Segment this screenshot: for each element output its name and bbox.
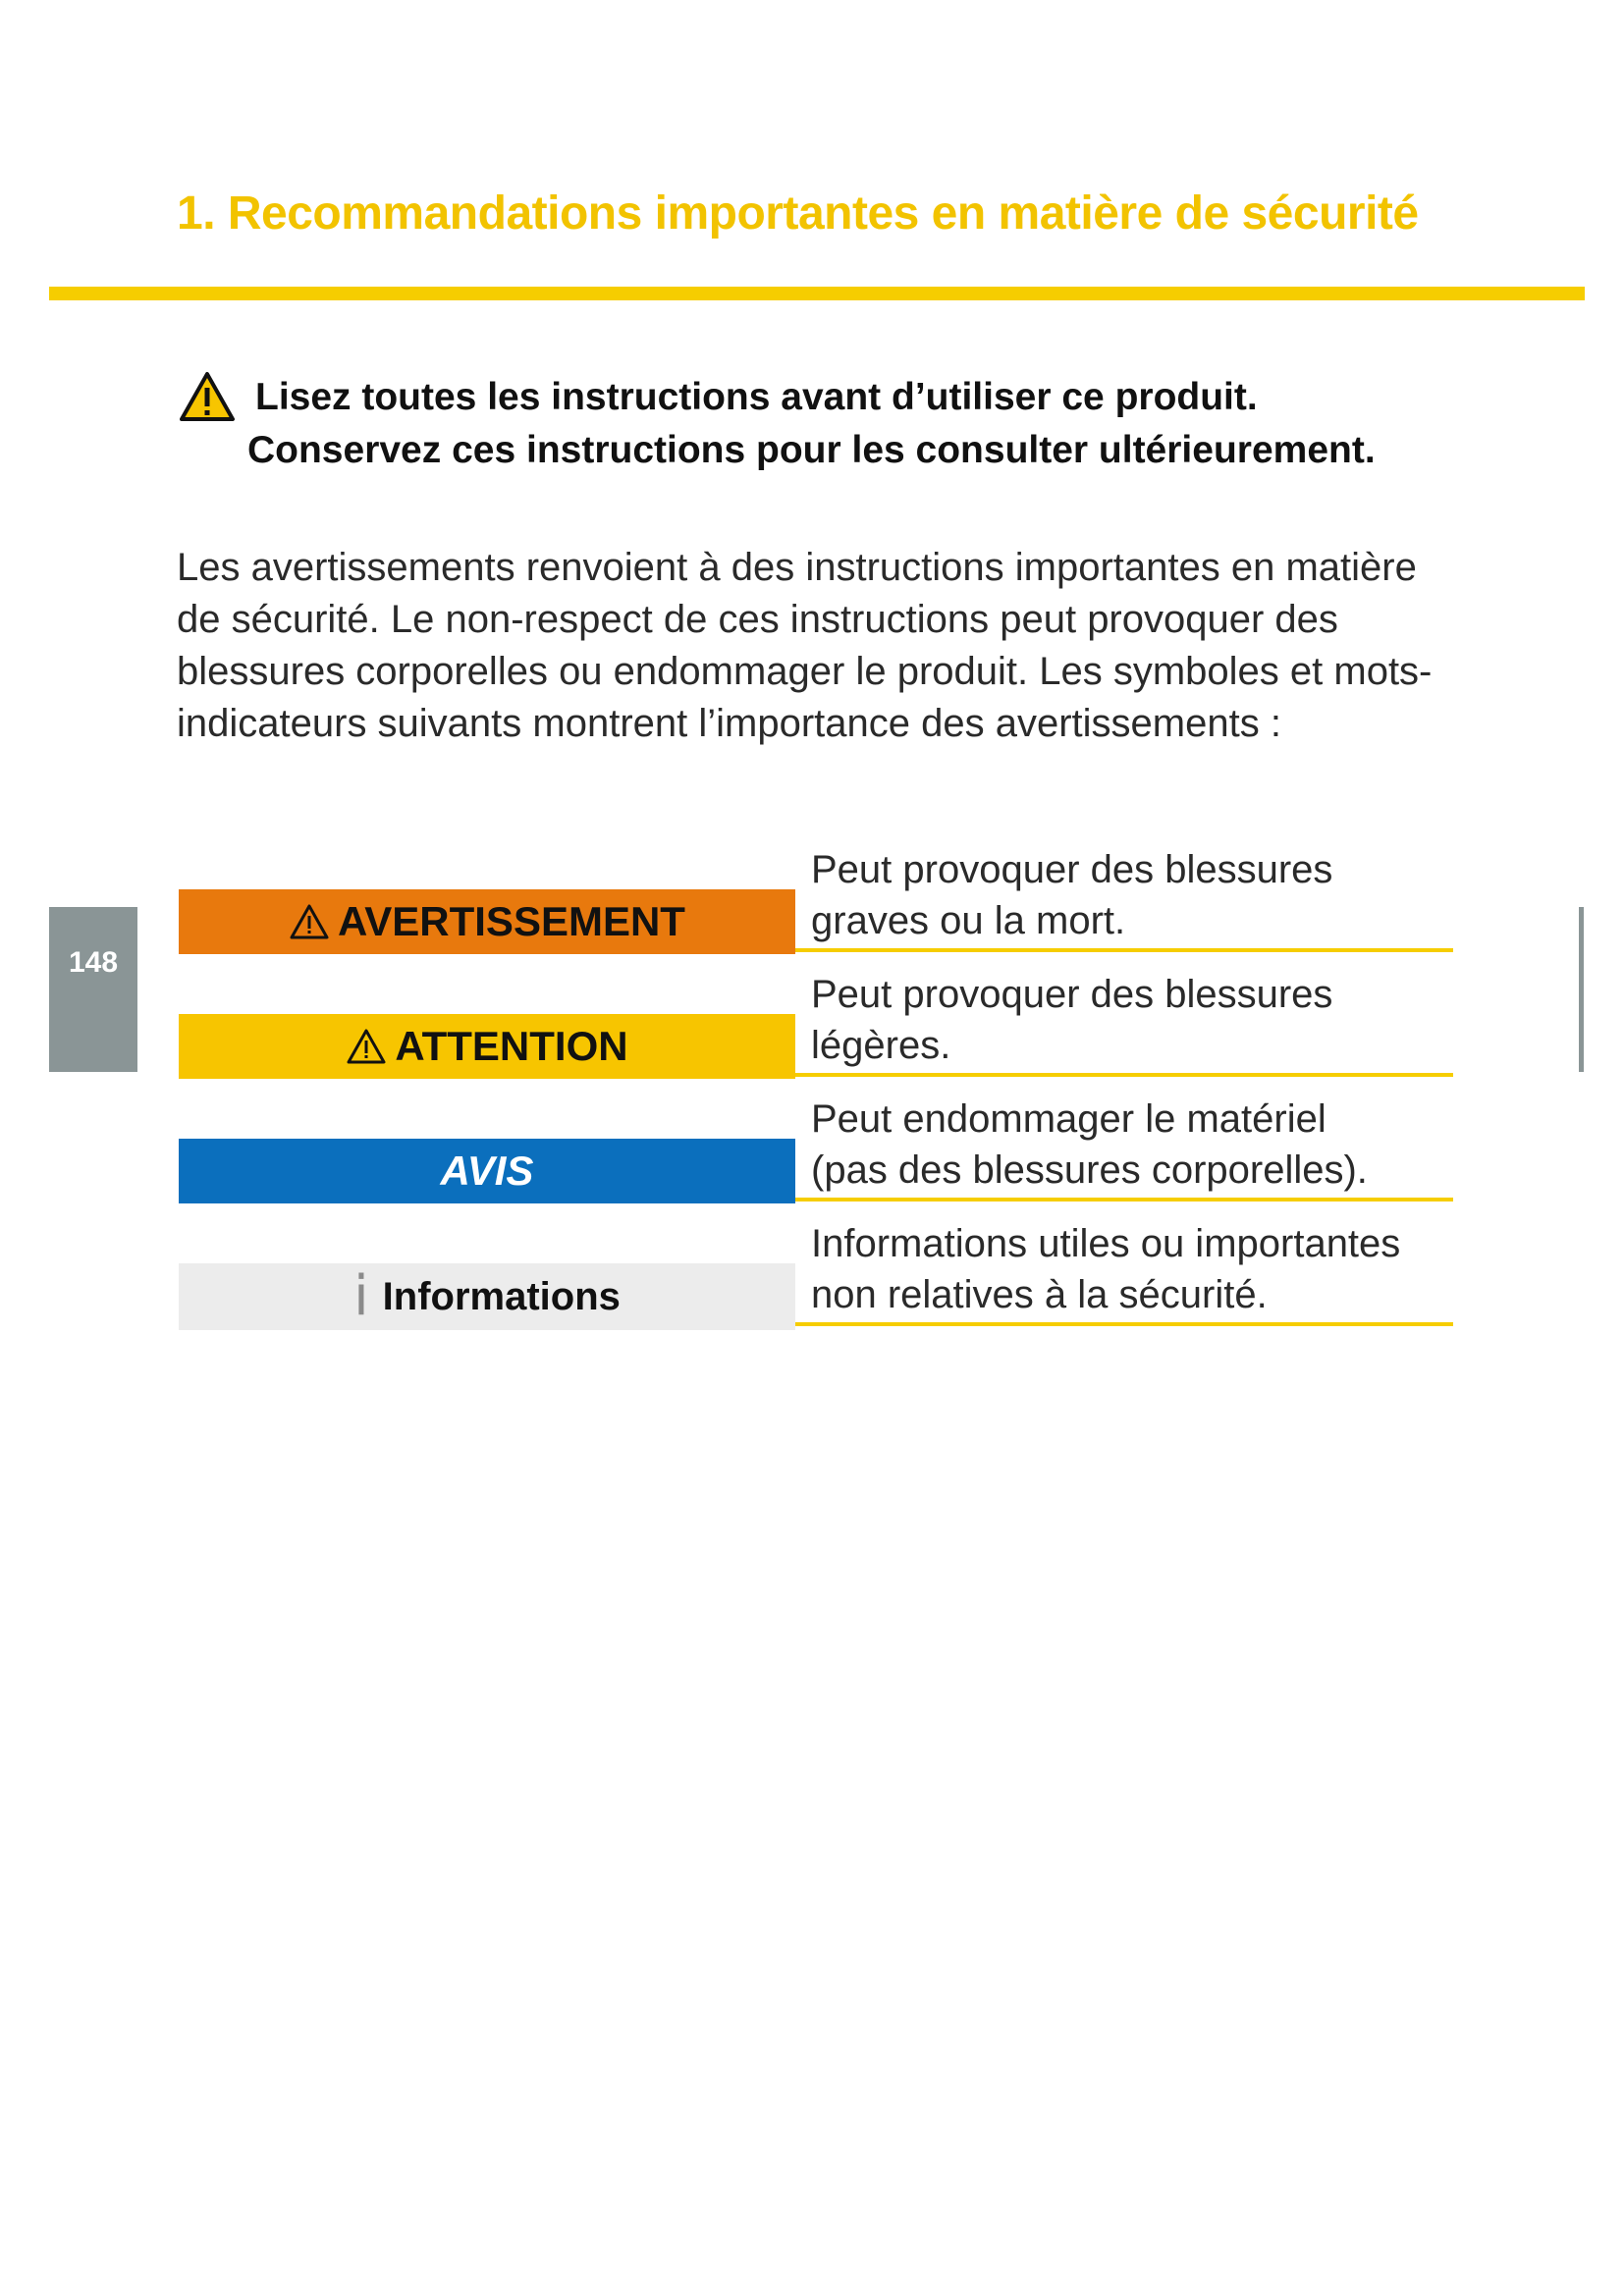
caution-description <box>795 969 1453 1077</box>
notice-label-bar <box>179 1139 795 1203</box>
info-label: Informations <box>382 1274 621 1318</box>
notice-description <box>795 1094 1453 1201</box>
warning-triangle-icon <box>179 371 236 427</box>
section-heading: 1. Recommandations importantes en matière de sécurité <box>177 187 1419 240</box>
warning-label: AVERTISSEMENT <box>338 898 685 944</box>
notice-desc-line-1: Peut endommager le matériel <box>811 1097 1326 1141</box>
caution-desc-line-2: légères. <box>811 1024 951 1067</box>
info-label-bar <box>179 1263 795 1330</box>
read-instructions-notice <box>177 371 1453 477</box>
warning-description <box>795 844 1453 952</box>
info-description <box>795 1218 1453 1326</box>
warning-desc-line-1: Peut provoquer des blessures <box>811 848 1333 891</box>
caution-desc-line-1: Peut provoquer des blessures <box>811 973 1333 1016</box>
warning-label-bar <box>179 889 795 954</box>
page-number-tab <box>49 907 137 1072</box>
info-icon: i <box>353 1264 369 1328</box>
notice-line-1: Lisez toutes les instructions avant d’utiliser ce produit. <box>255 376 1258 418</box>
notice-line-2: Conservez ces instructions pour les consulter ultérieurement. <box>247 429 1376 471</box>
legend-row-info <box>179 1218 1455 1343</box>
info-desc-line-2: non relatives à la sécurité. <box>811 1273 1268 1316</box>
legend-row-warning <box>179 844 1455 969</box>
intro-paragraph: Les avertissements renvoient à des instructions importantes en matière de sécurité. Le non-respect de ces instructions peut provoquer des blessures corporelles ou endommager le produit. Les symboles et mots-indicateurs suivants montrent l’importance des avertissements : <box>177 546 1433 745</box>
legend-row-caution <box>179 969 1455 1094</box>
right-edge-marker <box>1579 907 1584 1072</box>
page-number: 148 <box>68 946 119 979</box>
heading-divider <box>49 287 1585 300</box>
info-desc-line-1: Informations utiles ou importantes <box>811 1222 1401 1265</box>
notice-label: AVIS <box>440 1148 534 1194</box>
caution-label: ATTENTION <box>395 1023 628 1069</box>
warning-triangle-icon <box>289 903 330 940</box>
legend-row-notice <box>179 1094 1455 1218</box>
signal-word-legend <box>179 844 1455 1343</box>
warning-desc-line-2: graves ou la mort. <box>811 899 1126 942</box>
caution-label-bar <box>179 1014 795 1079</box>
warning-triangle-icon <box>346 1028 387 1065</box>
notice-desc-line-2: (pas des blessures corporelles). <box>811 1148 1368 1192</box>
